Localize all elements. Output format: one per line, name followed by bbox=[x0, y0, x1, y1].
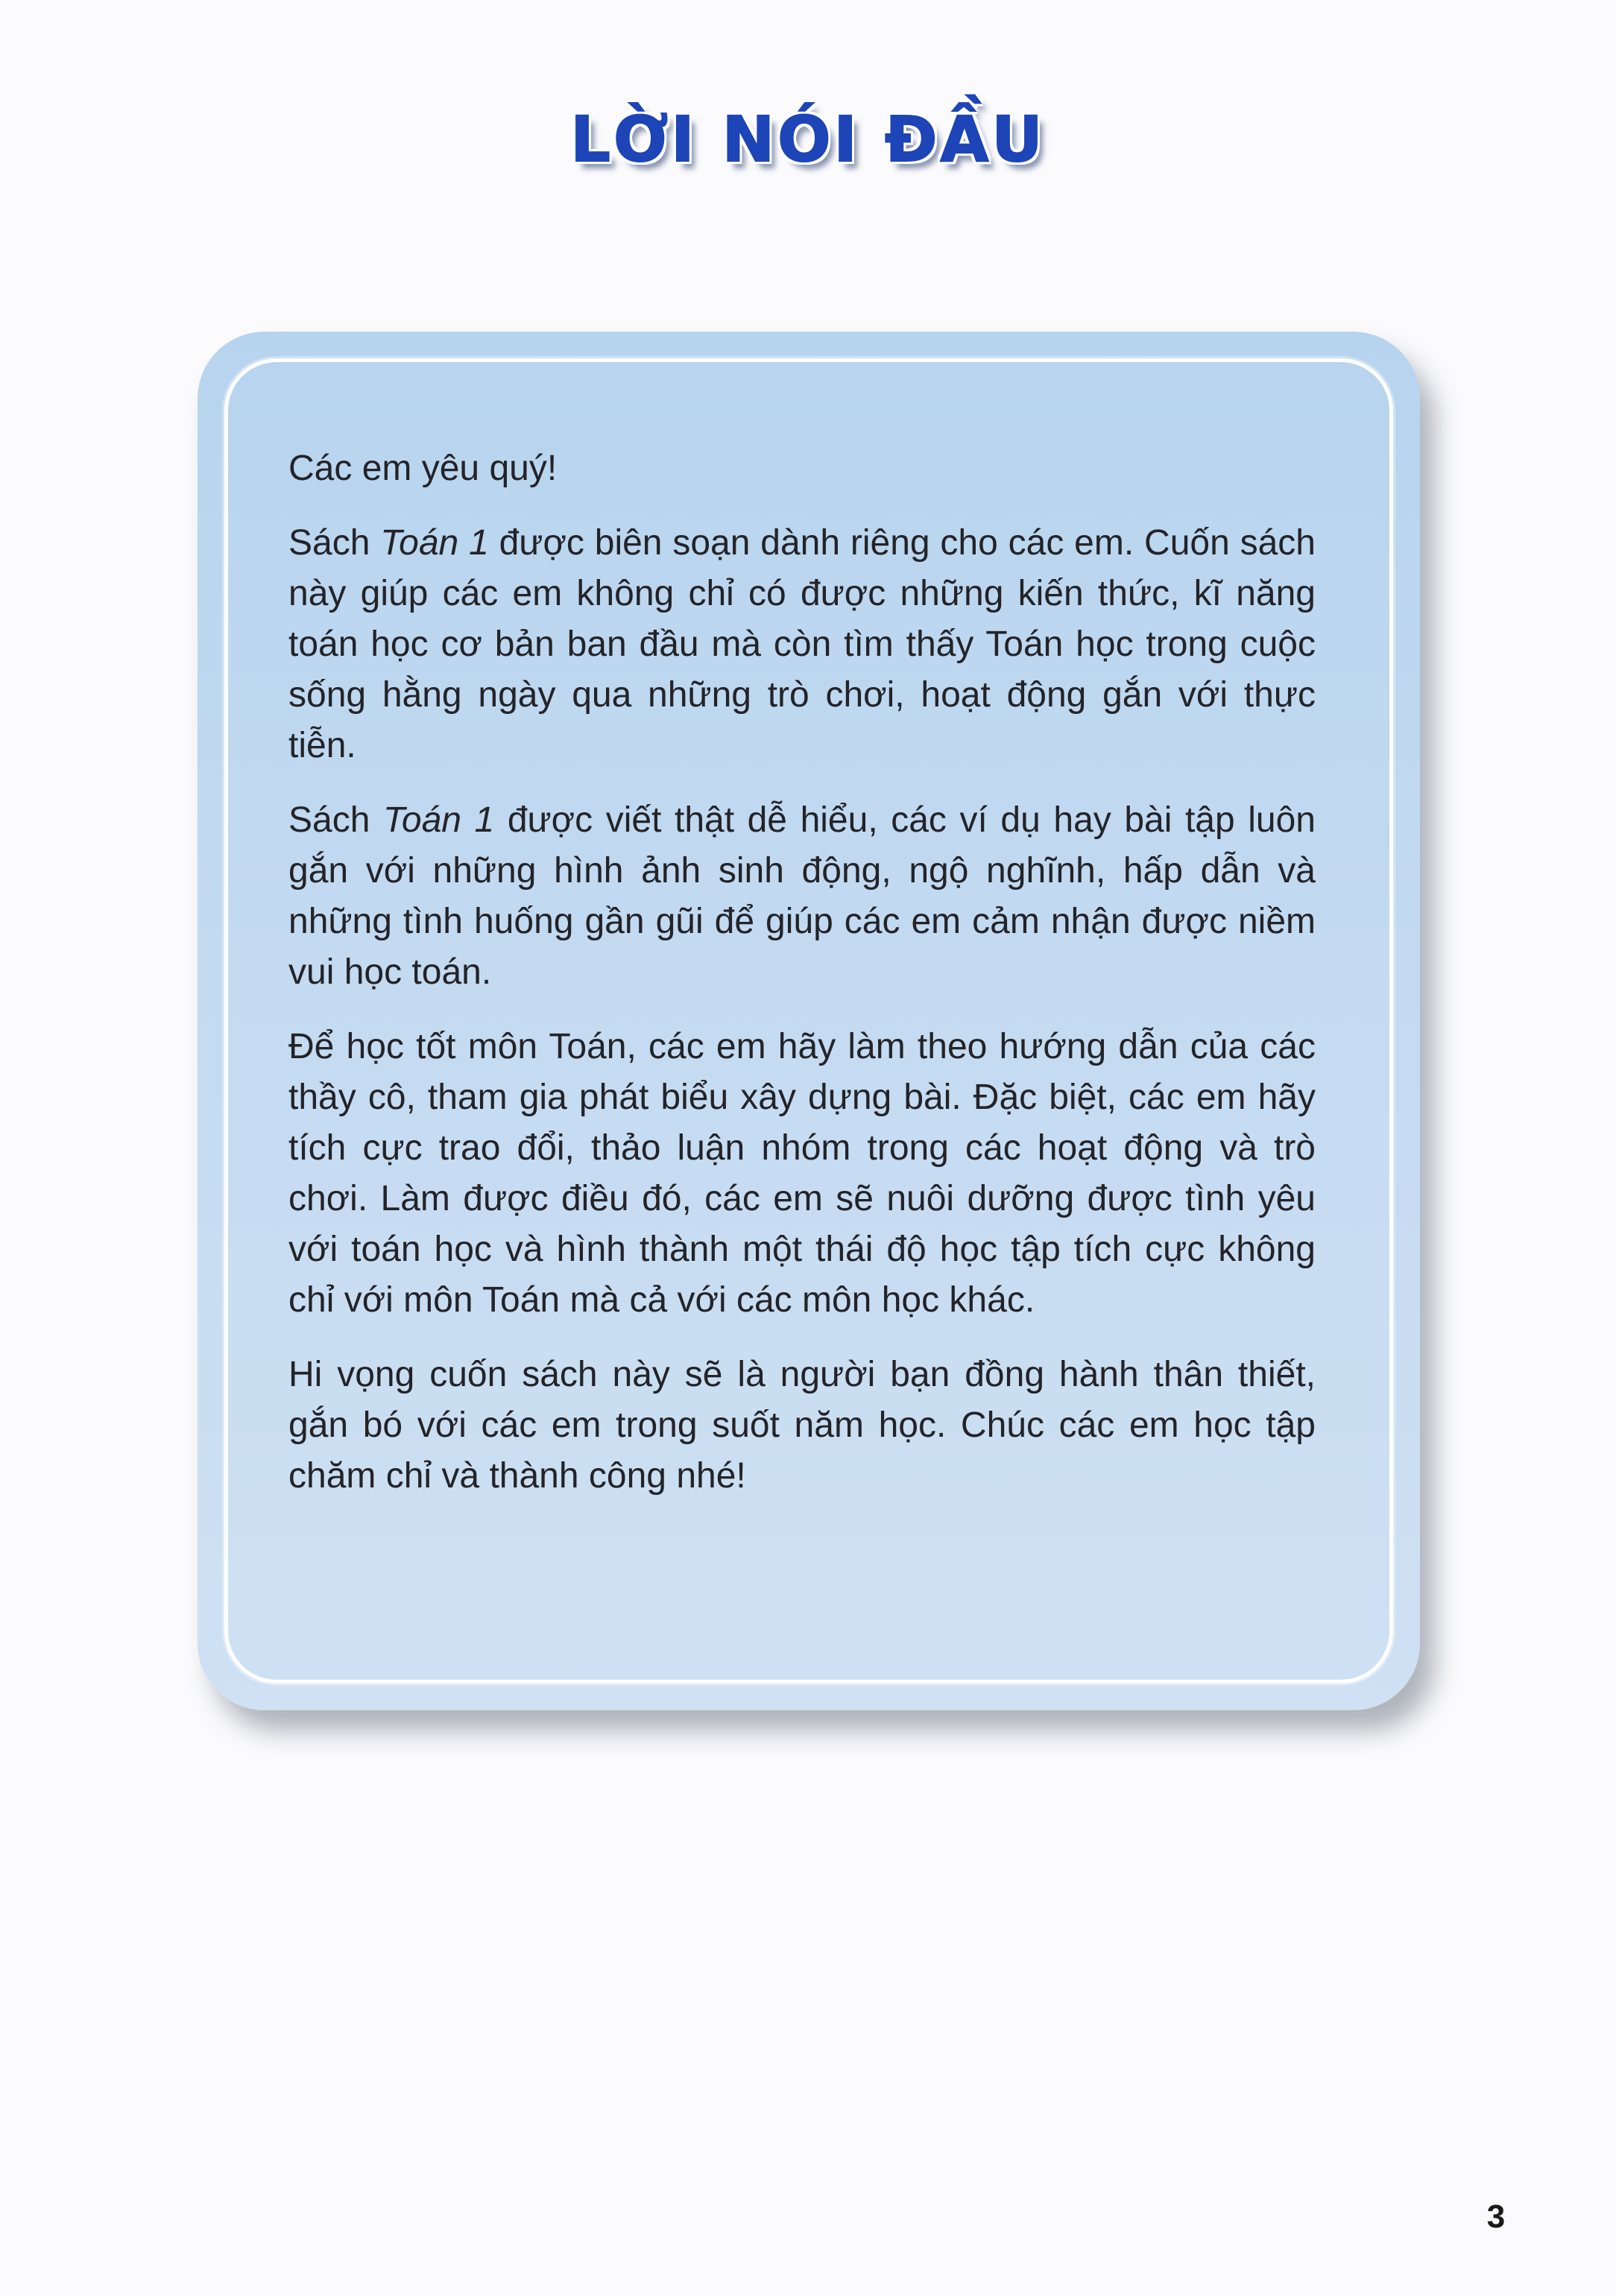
paragraph-2 bbox=[288, 795, 1316, 998]
paragraph-1-body: được biên soạn dành riêng cho các em. Cuốn sách này giúp các em không chỉ có được những kiến thức, kĩ năng toán học cơ bản ban đầu mà còn tìm thấy Toán học trong cuộc sống hằng ngày qua những trò chơi, hoạt động gắn với thực tiễn. bbox=[288, 523, 1316, 765]
paragraph-1 bbox=[288, 518, 1316, 771]
greeting: Các em yêu quý! bbox=[288, 449, 558, 488]
preface-card bbox=[198, 332, 1420, 1710]
preface-text bbox=[288, 443, 1316, 1525]
page-title: LỜI NÓI ĐẦU bbox=[570, 103, 1046, 176]
paragraph-4: Hi vọng cuốn sách này sẽ là người bạn đồng hành thân thiết, gắn bó với các em trong suốt năm học. Chúc các em học tập chăm chỉ và thành công nhé! bbox=[288, 1355, 1316, 1496]
paragraph-3: Để học tốt môn Toán, các em hãy làm theo hướng dẫn của các thầy cô, tham gia phát biểu xây dựng bài. Đặc biệt, các em hãy tích cực trao đổi, thảo luận nhóm trong các hoạt động và trò chơi. Làm được điều đó, các em sẽ nuôi dưỡng được tình yêu với toán học và hình thành một thái độ học tập tích cực không chỉ với môn Toán mà cả với các môn học khác. bbox=[288, 1027, 1316, 1320]
page-number: 3 bbox=[1486, 2198, 1506, 2235]
book-title: Toán 1 bbox=[382, 800, 495, 840]
paragraph-2-lead: Sách bbox=[288, 800, 383, 840]
book-title: Toán 1 bbox=[380, 523, 489, 563]
paragraph-1-lead: Sách bbox=[288, 523, 381, 563]
paragraph-2-body: được viết thật dễ hiểu, các ví dụ hay bài tập luôn gắn với những hình ảnh sinh động, ngộ nghĩnh, hấp dẫn và những tình huống gần gũi để giúp các em cảm nhận được niềm vui học toán. bbox=[288, 800, 1316, 992]
